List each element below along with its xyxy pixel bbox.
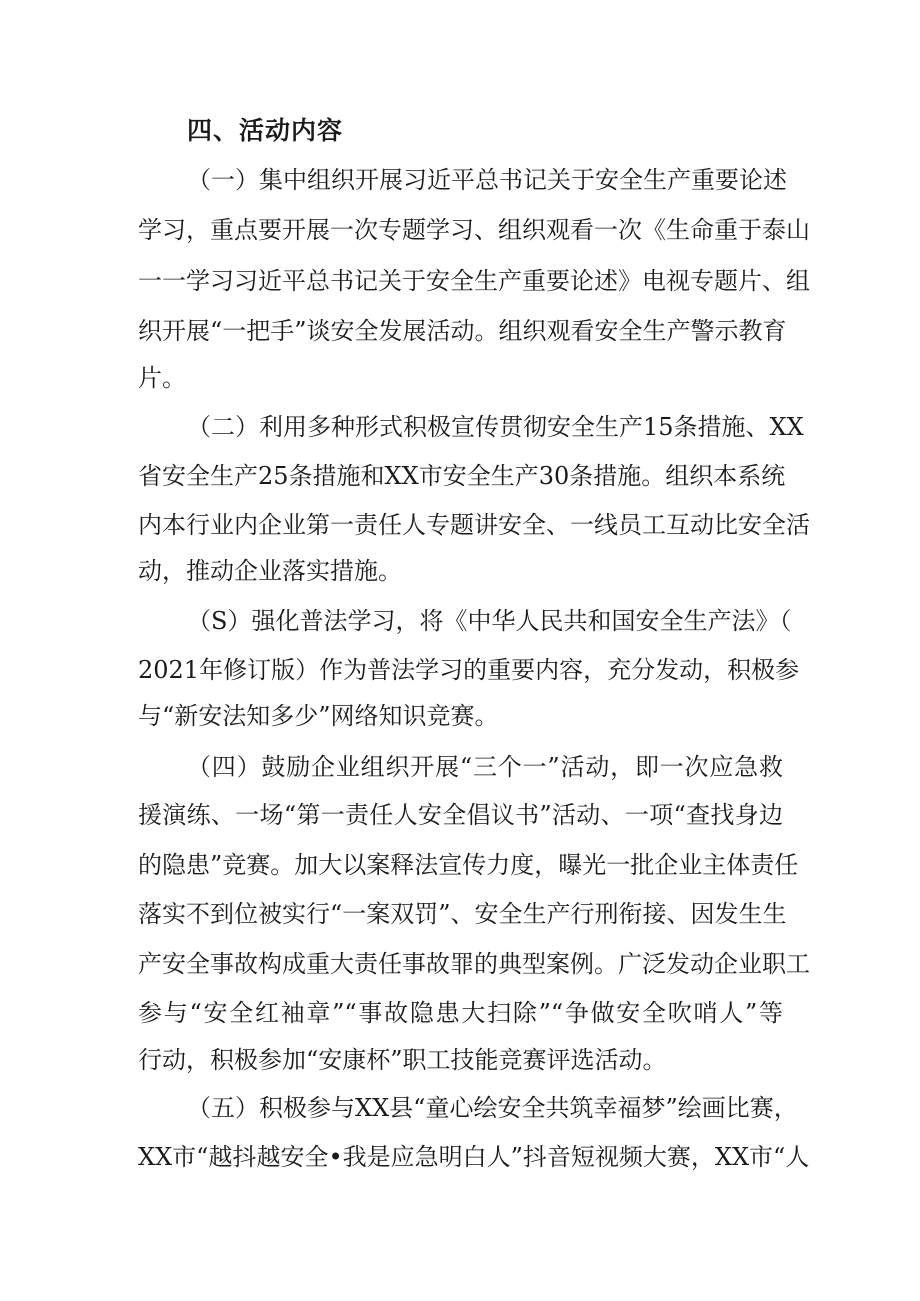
paragraph-1-line-4: 织开展“一把手”谈安全发展活动。组织观看安全生产警示教育 — [138, 317, 787, 345]
paragraph-5-line-2: XX市“越抖越安全•我是应急明白人”抖音短视频大赛，XX市“人 — [138, 1143, 810, 1171]
paragraph-4-line-7: 行动，积极参加“安康杯”职工技能竞赛评选活动。 — [138, 1046, 667, 1074]
paragraph-1-line-5: 片。 — [138, 364, 186, 392]
paragraph-5-line-1: （五）积极参与XX县“童心绘安全共筑幸福梦”绘画比赛， — [187, 1094, 798, 1122]
paragraph-3-line-3: 与“新安法知多少”网络知识竞赛。 — [138, 702, 499, 730]
paragraph-4-line-1: （四）鼓励企业组织开展“三个一”活动，即一次应急救 — [187, 753, 783, 781]
paragraph-3-line-1: （S）强化普法学习，将《中华人民共和国安全生产法》（ — [187, 607, 792, 635]
paragraph-2-line-4: 动，推动企业落实措施。 — [138, 557, 402, 585]
paragraph-2-line-3: 内本行业内企业第一责任人专题讲安全、一线员工互动比安全活 — [138, 511, 810, 539]
paragraph-4-line-2: 援演练、一场“第一责任人安全倡议书”活动、一项“查找身边 — [138, 801, 783, 829]
section-heading: 四、活动内容 — [187, 116, 344, 145]
paragraph-4-line-5: 产安全事故构成重大责任事故罪的典型案例。广泛发动企业职工 — [138, 950, 810, 978]
paragraph-1-line-3: 一一学习习近平总书记关于安全生产重要论述》电视专题片、组 — [138, 267, 810, 295]
paragraph-4-line-4: 落实不到位被实行“一案双罚”、安全生产行刑衔接、因发生生 — [138, 900, 787, 928]
paragraph-1-line-2: 学习，重点要开展一次专题学习、组织观看一次《生命重于泰山 — [138, 216, 810, 244]
paragraph-4-line-3: 的隐患”竞赛。加大以案释法宣传力度，曝光一批企业主体责任 — [138, 851, 799, 879]
paragraph-1-line-1: （一）集中组织开展习近平总书记关于安全生产重要论述 — [187, 166, 787, 194]
paragraph-2-line-2: 省安全生产25条措施和XX市安全生产30条措施。组织本系统 — [138, 462, 786, 490]
paragraph-4-line-6: 参与“安全红袖章”“事故隐患大扫除”“争做安全吹哨人”等 — [138, 999, 783, 1027]
paragraph-2-line-1: （二）利用多种形式积极宣传贯彻安全生产15条措施、XX — [187, 413, 804, 441]
paragraph-3-line-2: 2021年修订版）作为普法学习的重要内容，充分发动，积极参 — [138, 656, 800, 684]
